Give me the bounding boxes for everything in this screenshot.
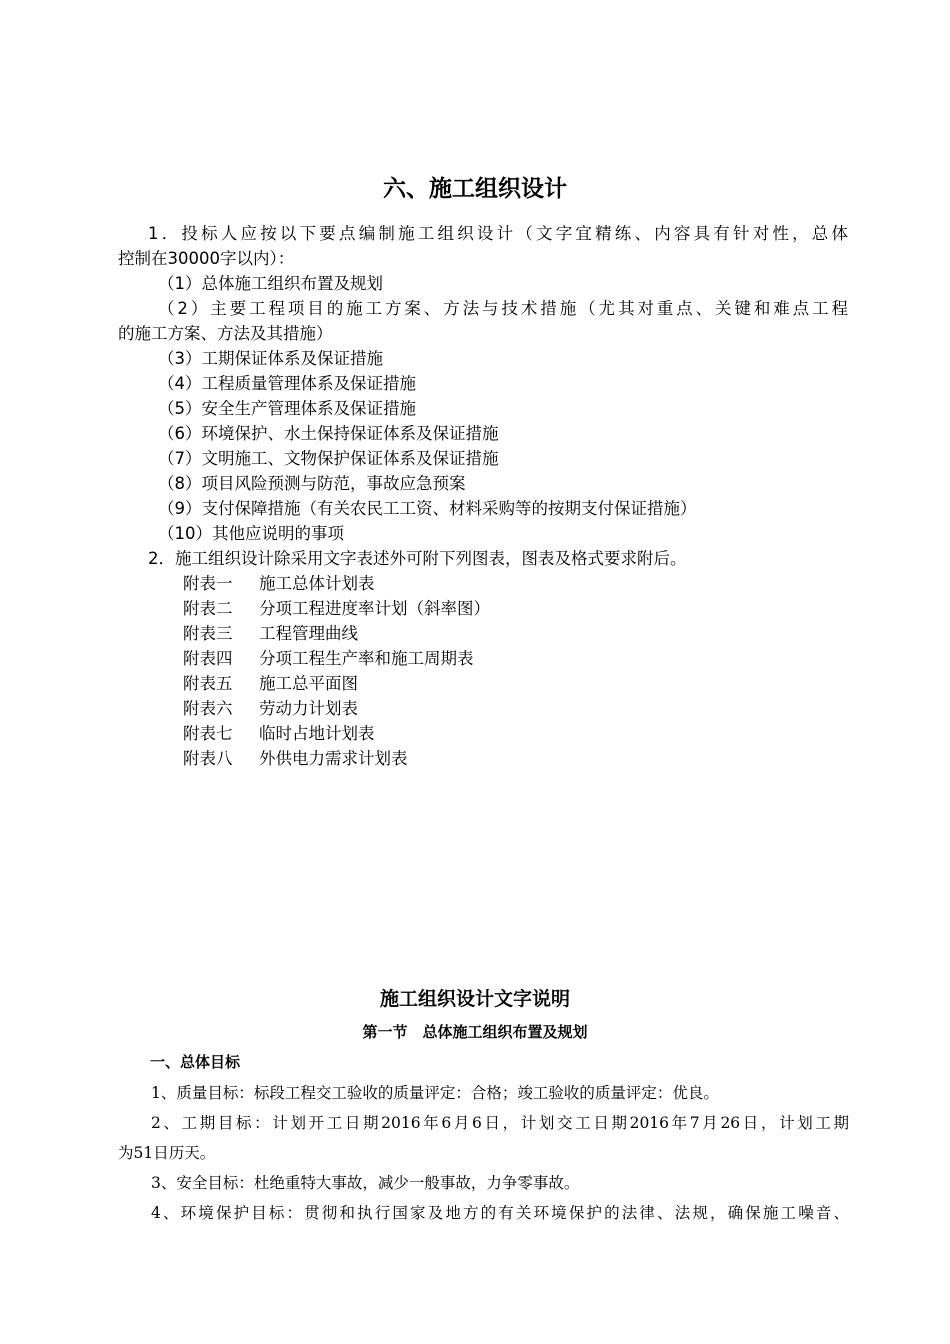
attachment-label: 附表二	[183, 599, 233, 618]
page-title: 六、施工组织设计	[383, 176, 567, 202]
attachment-label: 附表六	[183, 699, 233, 718]
section-title: 施工组织设计文字说明	[379, 988, 570, 1010]
attachment-item	[183, 596, 490, 621]
goal-environment: 4、环境保护目标：贯彻和执行国家及地方的有关环境保护的法律、法规，确保施工噪音、	[151, 1204, 849, 1222]
attachment-item	[183, 621, 358, 646]
attachment-item	[183, 746, 408, 771]
attachment-name: 分项工程进度率计划（斜率图）	[259, 599, 490, 618]
attachment-label: 附表七	[183, 724, 233, 743]
attachment-name: 劳动力计划表	[259, 699, 358, 718]
attachment-label: 附表五	[183, 674, 233, 693]
goal-schedule-line-2: 为51日历天。	[118, 1144, 216, 1162]
attachment-name: 分项工程生产率和施工周期表	[259, 649, 474, 668]
attachment-name: 外供电力需求计划表	[259, 749, 408, 768]
requirement-sub-9: （9）支付保障措施（有关农民工工资、材料采购等的按期支付保证措施）	[158, 499, 697, 518]
requirement-item-1-line-2: 控制在30000字以内）：	[118, 249, 295, 268]
attachment-label: 附表一	[183, 574, 233, 593]
attachment-label: 附表四	[183, 649, 233, 668]
requirement-sub-7: （7）文明施工、文物保护保证体系及保证措施	[158, 449, 499, 468]
attachment-name: 临时占地计划表	[259, 724, 375, 743]
attachment-item	[183, 721, 375, 746]
attachment-item	[183, 696, 358, 721]
requirement-sub-1: （1）总体施工组织布置及规划	[158, 274, 383, 293]
attachment-name: 施工总平面图	[259, 674, 358, 693]
section-subtitle: 第一节 总体施工组织布置及规划	[362, 1023, 588, 1041]
goal-quality: 1、质量目标：标段工程交工验收的质量评定：合格；竣工验收的质量评定：优良。	[151, 1084, 719, 1102]
attachment-label: 附表三	[183, 624, 233, 643]
requirement-sub-6: （6）环境保护、水土保持保证体系及保证措施	[158, 424, 499, 443]
requirement-sub-2-line-2: 的施工方案、方法及其措施）	[118, 324, 333, 343]
attachment-item	[183, 646, 474, 671]
requirement-sub-2-line-1: （2）主要工程项目的施工方案、方法与技术措施（尤其对重点、关键和难点工程	[158, 299, 848, 318]
requirement-item-2: 2．施工组织设计除采用文字表述外可附下列图表，图表及格式要求附后。	[148, 549, 687, 568]
requirement-sub-5: （5）安全生产管理体系及保证措施	[158, 399, 416, 418]
attachment-item	[183, 571, 375, 596]
attachment-name: 工程管理曲线	[259, 624, 358, 643]
attachment-label: 附表八	[183, 749, 233, 768]
goal-safety: 3、安全目标：杜绝重特大事故，减少一般事故，力争零事故。	[151, 1174, 580, 1192]
requirement-sub-3: （3）工期保证体系及保证措施	[158, 349, 383, 368]
requirement-sub-8: （8）项目风险预测与防范，事故应急预案	[158, 474, 466, 493]
section-heading: 一、总体目标	[150, 1053, 241, 1071]
requirement-item-1-line-1: 1．投标人应按以下要点编制施工组织设计（文字宜精练、内容具有针对性，总体	[148, 224, 848, 243]
goal-schedule-line-1: 2、工期目标：计划开工日期2016年6月6日，计划交工日期2016年7月26日，计划工期	[151, 1114, 849, 1132]
attachment-item	[183, 671, 358, 696]
requirement-sub-10: （10）其他应说明的事项	[158, 524, 344, 543]
attachment-name: 施工总体计划表	[259, 574, 375, 593]
requirement-sub-4: （4）工程质量管理体系及保证措施	[158, 374, 416, 393]
